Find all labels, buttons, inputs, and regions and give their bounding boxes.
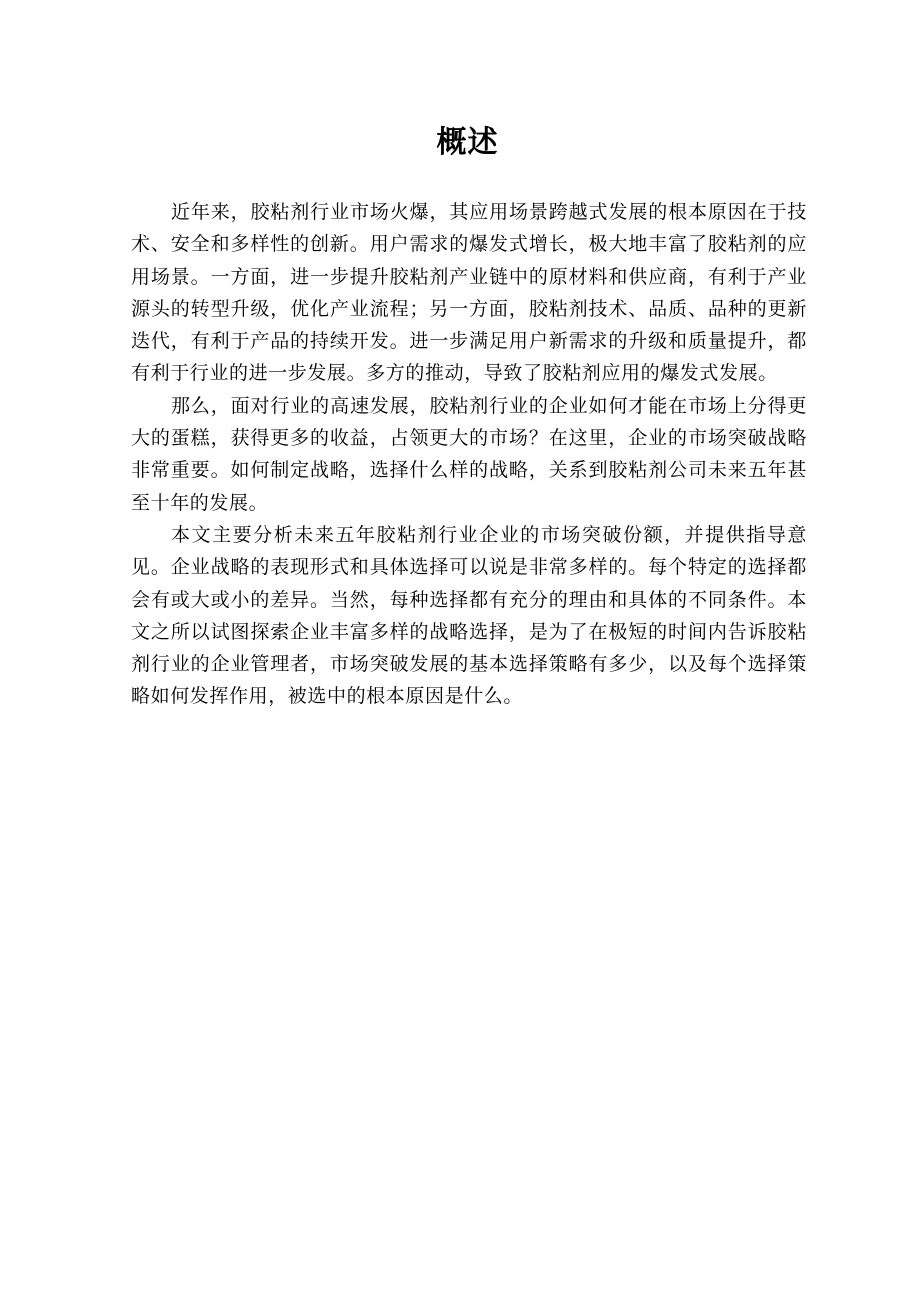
document-title: 概述 [436, 125, 499, 160]
paragraph-1: 近年来，胶粘剂行业市场火爆，其应用场景跨越式发展的根本原因在于技术、安全和多样性的创新。用户需求的爆发式增长，极大地丰富了胶粘剂的应用场景。一方面，进一步提升胶粘剂产业链中的原材料和供应商，有利于产业源头的转型升级，优化产业流程；另一方面，胶粘剂技术、品质、品种的更新迭代，有利于产品的持续开发。进一步满足用户新需求的升级和质量提升，都有利于行业的进一步发展。多方的推动，导致了胶粘剂应用的爆发式发展。 [131, 201, 807, 385]
document-body [131, 196, 807, 713]
paragraph-3: 本文主要分析未来五年胶粘剂行业企业的市场突破份额，并提供指导意见。企业战略的表现形式和具体选择可以说是非常多样的。每个特定的选择都会有或大或小的差异。当然，每种选择都有充分的理由和具体的不同条件。本文之所以试图探索企业丰富多样的战略选择，是为了在极短的时间内告诉胶粘剂行业的企业管理者，市场突破发展的基本选择策略有多少，以及每个选择策略如何发挥作用，被选中的根本原因是什么。 [131, 523, 807, 708]
paragraph-2: 那么，面对行业的高速发展，胶粘剂行业的企业如何才能在市场上分得更大的蛋糕，获得更多的收益，占领更大的市场？在这里，企业的市场突破战略非常重要。如何制定战略，选择什么样的战略，关系到胶粘剂公司未来五年甚至十年的发展。 [131, 394, 807, 514]
